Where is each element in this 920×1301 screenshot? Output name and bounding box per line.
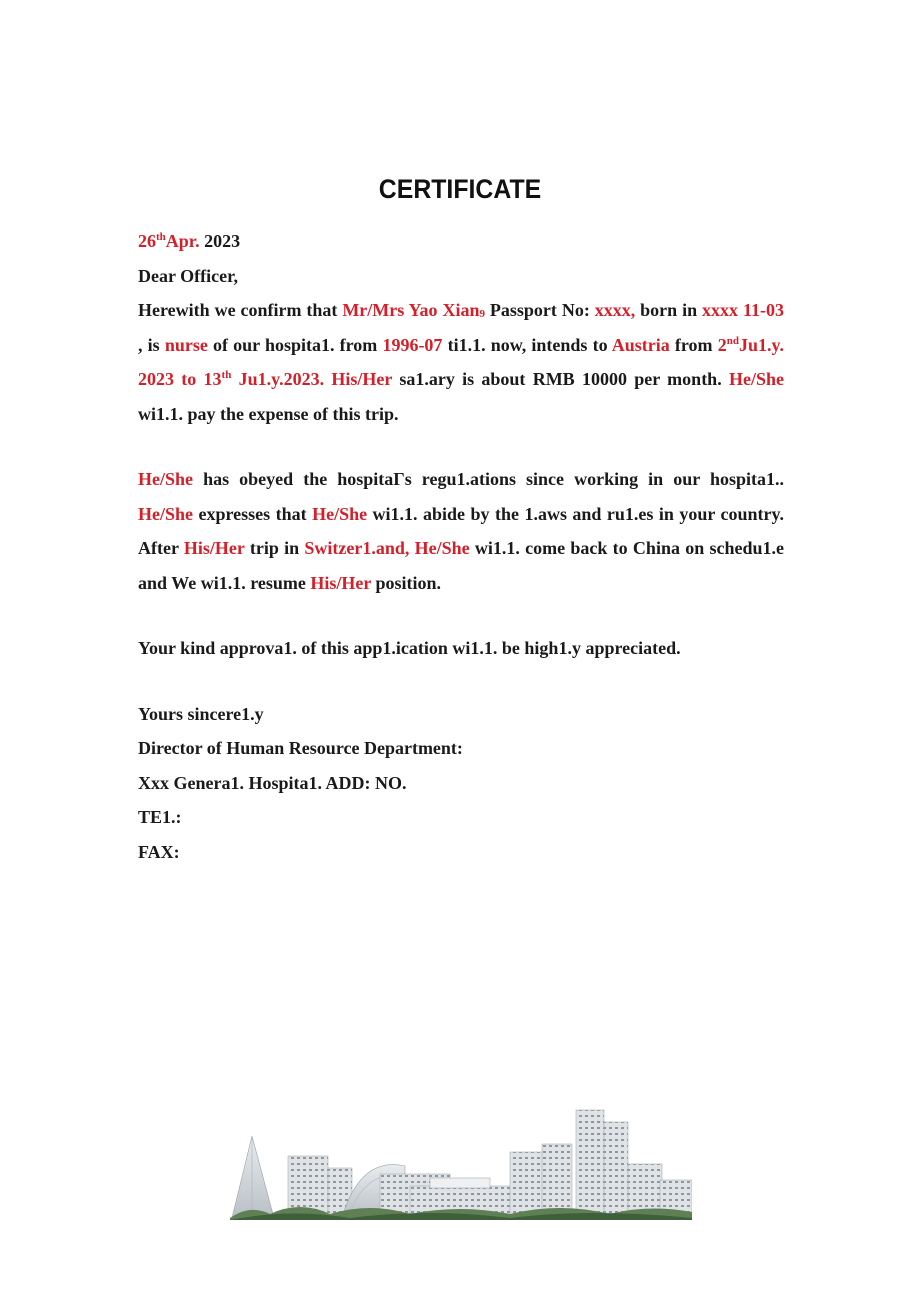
text: wi1.1. pay the expense of this trip. <box>138 403 399 424</box>
date-day: 26 <box>138 231 156 251</box>
applicant-name: Mr/Mrs Yao Xian <box>342 300 480 320</box>
date-suffix: th <box>156 231 166 243</box>
birth-date: xxxx 11-03 <box>702 300 784 320</box>
text: position. <box>371 572 442 593</box>
trip-dates: Ju1.y. 2023 to 13 <box>138 334 784 389</box>
ordinal-suffix: nd <box>726 334 739 347</box>
director-line: Director of Human Resource Department: <box>138 738 463 758</box>
job-title: nurse <box>164 334 208 355</box>
tel-line: TE1.: <box>138 807 182 827</box>
date-line <box>138 224 784 259</box>
paragraph-1 <box>138 293 784 431</box>
page-title: CERTIFICATE <box>378 174 542 204</box>
pronoun: He/She <box>138 503 194 524</box>
text: Passport No: <box>484 300 595 320</box>
ordinal-suffix: th <box>221 369 232 381</box>
date-month: Apr. <box>165 231 200 251</box>
sign-off: Yours sincere1.y <box>138 703 264 724</box>
text: sa1.ary is about RMB 10000 per month. <box>392 369 729 389</box>
destination-country: Austria <box>611 334 670 355</box>
text: wi1.1. come back to China on schedu1.e and We wi1.1. resume <box>138 538 784 593</box>
paragraph-3: Your kind approva1. of this app1.ication wi1.1. be high1.y appreciated. <box>138 638 681 658</box>
trip-end: Ju1.y.2023. <box>231 369 325 389</box>
text: , is <box>138 334 165 355</box>
name-mark: 9 <box>479 308 485 320</box>
text: of our hospita1. from <box>207 334 383 355</box>
trip-place: Switzer1.and, He/She <box>304 538 470 558</box>
paragraph-2 <box>138 462 784 600</box>
trip-start-day: 2 <box>717 334 727 355</box>
letter-body <box>138 224 784 869</box>
pronoun: His/Her <box>310 572 372 593</box>
text: from <box>669 334 718 355</box>
pronoun: He/She <box>312 503 368 524</box>
hospital-line: Xxx Genera1. Hospita1. ADD: NO. <box>138 772 407 793</box>
pronoun: He/She <box>138 469 194 489</box>
pronoun: He/She <box>728 369 784 389</box>
pronoun: His/Her <box>183 538 245 558</box>
passport-number: xxxx, <box>594 300 636 320</box>
hospital-buildings-image <box>230 1108 692 1220</box>
text: ti1.1. now, intends to <box>442 334 612 355</box>
text: has obeyed the hospitaΓs regu1.ations since working in our hospita1.. <box>193 469 784 489</box>
text: born in <box>635 300 703 320</box>
text: expresses that <box>193 503 313 524</box>
spacer <box>138 600 784 631</box>
text: Herewith we confirm that <box>138 300 343 320</box>
spacer <box>138 666 784 697</box>
spacer <box>138 431 784 462</box>
salutation: Dear Officer, <box>138 265 238 286</box>
employment-start: 1996-07 <box>382 334 443 355</box>
text: wi1.1. abide by the 1.aws and ru1.es in your country. After <box>138 503 784 558</box>
text: trip in <box>244 538 305 558</box>
fax-line: FAX: <box>138 841 180 862</box>
date-year: 2023 <box>199 231 241 251</box>
pronoun: His/Her <box>331 369 393 389</box>
